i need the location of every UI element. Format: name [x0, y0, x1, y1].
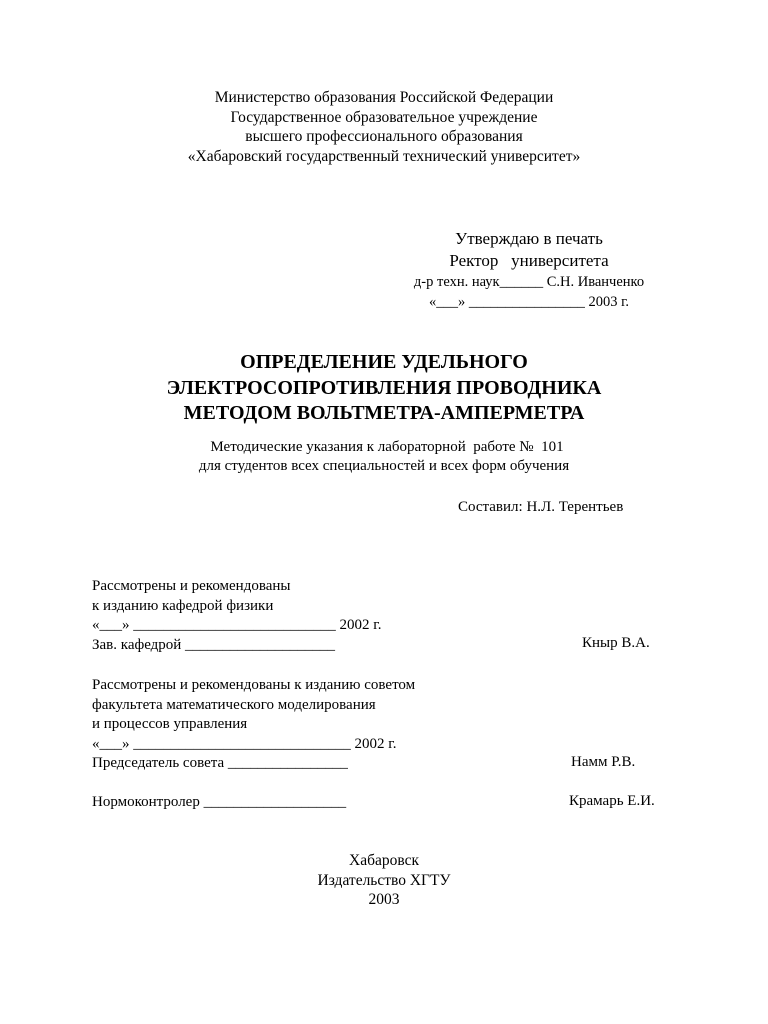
ministry-line: Министерство образования Российской Федерации [214, 89, 554, 106]
title-line: МЕТОДОМ ВОЛЬТМЕТРА-АМПЕРМЕТРА [183, 402, 585, 424]
council-chair-line: Председатель совета ________________ [92, 755, 348, 771]
department-review-block [92, 577, 381, 655]
review-line: Рассмотрены и рекомендованы [92, 578, 291, 594]
approval-date-line: «___» ________________ 2003 г. [428, 294, 630, 310]
approval-signature-line: д-р техн. наук______ С.Н. Иванченко [413, 274, 645, 290]
title-line: ЭЛЕКТРОСОПРОТИВЛЕНИЯ ПРОВОДНИКА [166, 376, 602, 399]
education-level-line: высшего профессионального образования [245, 128, 523, 145]
review-line: Рассмотрены и рекомендованы к изданию советом [92, 677, 416, 693]
council-chair-name: Намм Р.В. [571, 754, 636, 770]
title-line: ОПРЕДЕЛЕНИЕ УДЕЛЬНОГО [240, 351, 528, 373]
review-line: и процессов управления [92, 716, 248, 732]
review-line: к изданию кафедрой физики [92, 597, 274, 614]
norm-controller-name: Крамарь Е.И. [569, 793, 655, 809]
institution-type-line: Государственное образовательное учреждение [230, 108, 538, 126]
review-line: факультета математического моделирования [92, 696, 376, 713]
approval-stamp-block [370, 228, 688, 312]
norm-control-block [92, 793, 346, 813]
department-head-line: Зав. кафедрой ____________________ [92, 636, 336, 653]
document-subtitle [0, 438, 768, 475]
council-review-block [92, 676, 415, 774]
review-date-line: «___» ___________________________ 2002 г. [92, 617, 382, 633]
ministry-header [0, 88, 768, 166]
author-credit: Составил: Н.Л. Терентьев [458, 499, 624, 515]
department-head-name: Кныр В.А. [582, 635, 650, 651]
imprint-year: 2003 [368, 891, 400, 908]
approval-rector: Ректор университета [449, 251, 609, 270]
imprint-publisher: Издательство ХГТУ [317, 871, 451, 889]
imprint-block [0, 851, 768, 910]
document-title [0, 350, 768, 427]
norm-control-line: Нормоконтролер ___________________ [92, 794, 347, 810]
subtitle-line: для студентов всех специальностей и всех форм обучения [198, 457, 570, 474]
university-name-line: «Хабаровский государственный технический университет» [187, 147, 581, 165]
approval-heading: Утверждаю в печать [455, 229, 603, 248]
subtitle-line: Методические указания к лабораторной работе № 101 [210, 439, 564, 455]
imprint-city: Хабаровск [349, 852, 419, 869]
review-date-line: «___» _____________________________ 2002 г. [92, 735, 397, 752]
